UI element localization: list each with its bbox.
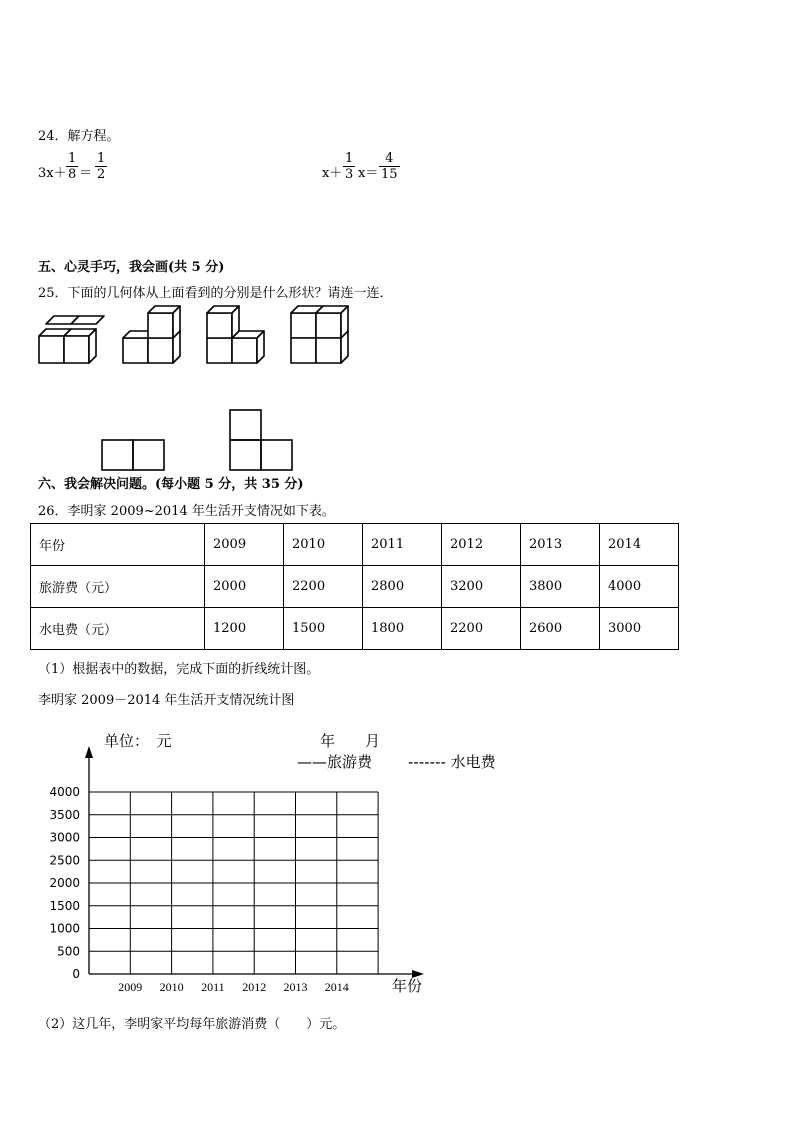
- date-label: 年 月: [320, 732, 381, 750]
- y-tick-label: 3000: [49, 830, 80, 845]
- table-cell: 2012: [442, 524, 521, 566]
- table-row: [31, 524, 679, 566]
- eq1-fraction-1: [66, 151, 78, 182]
- part-1-instruction: （1）根据表中的数据，完成下面的折线统计图。: [38, 662, 320, 677]
- eq1-f1-num: 1: [68, 151, 77, 166]
- table-cell: 2800: [363, 566, 442, 608]
- eq1-f2-num: 1: [97, 151, 106, 166]
- table-cell: 2014: [600, 524, 679, 566]
- eq2-f1-num: 1: [345, 151, 354, 166]
- section-6-title: 六、我会解决问题。(每小题 5 分，共 35 分): [38, 477, 304, 492]
- x-tick-label: 2009: [118, 980, 143, 994]
- table-cell: 2000: [205, 566, 284, 608]
- eq1-f2-den: 2: [97, 167, 106, 182]
- table-row: [31, 566, 679, 608]
- section-5-title: 五、心灵手巧，我会画(共 5 分): [38, 260, 225, 275]
- eq2-f1-den: 3: [345, 167, 354, 182]
- y-tick-label: 500: [57, 944, 80, 959]
- y-tick-label: 1500: [49, 898, 80, 913]
- x-tick-label: 2012: [242, 980, 267, 994]
- x-tick-label: 2014: [324, 980, 349, 994]
- chart-title: 李明家 2009－2014 年生活开支情况统计图: [38, 693, 295, 708]
- x-axis-arrow-icon: [412, 970, 424, 978]
- eq1-fraction-2: [95, 151, 107, 182]
- table-cell: 1200: [205, 608, 284, 650]
- eq2-fraction-1: [343, 151, 355, 182]
- line-chart-grid: [40, 728, 500, 998]
- q26-title: 26．李明家 2009~2014 年生活开支情况如下表。: [38, 504, 335, 519]
- solid-figure-4: [291, 306, 348, 363]
- y-tick-label: 2500: [49, 853, 80, 868]
- legend-travel: ——旅游费: [297, 753, 373, 771]
- table-cell: 2013: [521, 524, 600, 566]
- table-cell: 4000: [600, 566, 679, 608]
- table-cell: 2600: [521, 608, 600, 650]
- eq2-f2-den: 15: [381, 167, 398, 182]
- cube-figures: [30, 300, 390, 370]
- table-cell: 2010: [284, 524, 363, 566]
- y-tick-label: 0: [72, 967, 80, 981]
- table-cell: 旅游费（元）: [31, 566, 205, 608]
- x-tick-label: 2013: [283, 980, 308, 994]
- table-cell: 3800: [521, 566, 600, 608]
- table-cell: 2200: [442, 608, 521, 650]
- table-cell: 2011: [363, 524, 442, 566]
- x-axis-ticks: [118, 980, 348, 994]
- q24-title: 24．解方程。: [38, 129, 120, 144]
- unit-label: 单位： 元: [104, 732, 172, 750]
- y-tick-label: 2000: [49, 876, 80, 890]
- x-tick-label: 2010: [159, 980, 184, 994]
- y-axis-arrow-icon: [85, 746, 93, 758]
- chart-grid: [89, 792, 378, 974]
- eq2-f2-num: 4: [379, 151, 400, 167]
- eq2-mid: x＝: [358, 166, 379, 181]
- table-cell: 2009: [205, 524, 284, 566]
- y-tick-label: 4000: [49, 785, 80, 799]
- solid-figure-1: [39, 316, 104, 363]
- top-view-shape-1: [102, 440, 164, 470]
- y-axis-ticks: [49, 785, 80, 981]
- table-cell: 1800: [363, 608, 442, 650]
- table-cell: 年份: [31, 524, 205, 566]
- part-2-question: （2）这几年，李明家平均每年旅游消费（ ）元。: [38, 1017, 346, 1032]
- top-view-shape-2: [230, 410, 292, 470]
- table-row: [31, 608, 679, 650]
- eq2-fraction-2: [379, 151, 400, 182]
- y-tick-label: 3500: [49, 807, 80, 822]
- x-axis-label: 年份: [392, 979, 423, 995]
- table-cell: 3000: [600, 608, 679, 650]
- eq1-equals: ＝: [79, 166, 93, 181]
- table-cell: 1500: [284, 608, 363, 650]
- y-tick-label: 1000: [49, 921, 80, 936]
- solid-figure-3: [207, 306, 264, 363]
- solid-figure-2: [123, 306, 180, 363]
- legend-utility: ------- 水电费: [408, 753, 496, 771]
- table-cell: 3200: [442, 566, 521, 608]
- expense-table: [30, 523, 679, 650]
- eq1-f1-den: 8: [68, 167, 77, 182]
- table-cell: 2200: [284, 566, 363, 608]
- eq1-prefix: 3x＋: [38, 166, 67, 181]
- q25-title: 25．下面的几何体从上面看到的分别是什么形状？请连一连．: [38, 286, 393, 301]
- table-cell: 水电费（元）: [31, 608, 205, 650]
- x-tick-label: 2011: [201, 980, 225, 994]
- eq2-prefix: x＋: [322, 166, 343, 181]
- top-view-shapes: [100, 409, 300, 473]
